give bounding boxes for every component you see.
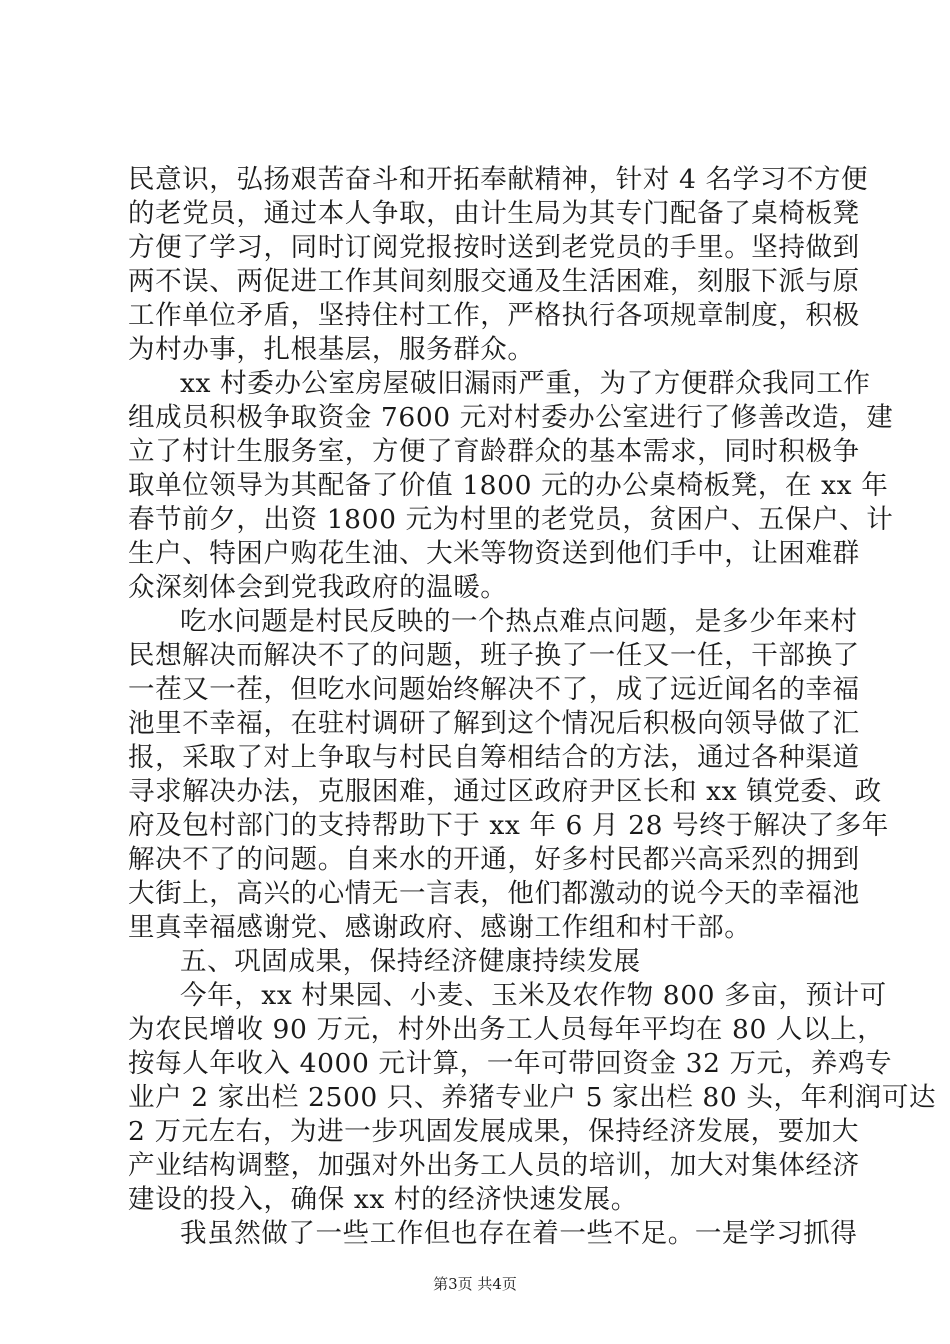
body-line-28: 业户 2 家出栏 2500 只、养猪专业户 5 家出栏 80 头，年利润可达 bbox=[128, 1082, 937, 1113]
body-line-16: 一茬又一茬，但吃水问题始终解决不了，成了远近闻名的幸福 bbox=[128, 674, 860, 705]
body-line-30: 产业结构调整，加强对外出务工人员的培训，加大对集体经济 bbox=[128, 1150, 860, 1181]
body-line-27: 按每人年收入 4000 元计算，一年可带回资金 32 万元，养鸡专 bbox=[128, 1048, 893, 1079]
body-line-10: 取单位领导为其配备了价值 1800 元的办公桌椅板凳，在 xx 年 bbox=[128, 470, 889, 501]
body-line-17: 池里不幸福，在驻村调研了解到这个情况后积极向领导做了汇 bbox=[128, 708, 860, 739]
body-line-8: 组成员积极争取资金 7600 元对村委办公室进行了修善改造，建 bbox=[128, 402, 894, 433]
body-line-3: 方便了学习，同时订阅党报按时送到老党员的手里。坚持做到 bbox=[128, 232, 860, 263]
body-line-22: 大街上，高兴的心情无一言表，他们都激动的说今天的幸福池 bbox=[128, 878, 860, 909]
body-line-5: 工作单位矛盾，坚持住村工作，严格执行各项规章制度，积极 bbox=[128, 300, 860, 331]
body-line-26: 为农民增收 90 万元，村外出务工人员每年平均在 80 人以上， bbox=[128, 1014, 885, 1045]
body-line-31: 建设的投入，确保 xx 村的经济快速发展。 bbox=[128, 1184, 638, 1215]
body-line-13: 众深刻体会到党我政府的温暖。 bbox=[128, 572, 508, 603]
paragraph-first-line: 吃水问题是村民反映的一个热点难点问题，是多少年来村 bbox=[180, 606, 858, 637]
body-line-2: 的老党员，通过本人争取，由计生局为其专门配备了桌椅板凳 bbox=[128, 198, 860, 229]
body-line-12: 生户、特困户购花生油、大米等物资送到他们手中，让困难群 bbox=[128, 538, 860, 569]
body-line-6: 为村办事，扎根基层，服务群众。 bbox=[128, 334, 535, 365]
paragraph-first-line: 我虽然做了一些工作但也存在着一些不足。一是学习抓得 bbox=[180, 1218, 858, 1249]
body-line-9: 立了村计生服务室，方便了育龄群众的基本需求，同时积极争 bbox=[128, 436, 860, 467]
body-line-23: 里真幸福感谢党、感谢政府、感谢工作组和村干部。 bbox=[128, 912, 752, 943]
paragraph-first-line: xx 村委办公室房屋破旧漏雨严重，为了方便群众我同工作 bbox=[180, 368, 871, 399]
body-line-11: 春节前夕，出资 1800 元为村里的老党员，贫困户、五保户、计 bbox=[128, 504, 894, 535]
body-line-18: 报，采取了对上争取与村民自筹相结合的方法，通过各种渠道 bbox=[128, 742, 860, 773]
paragraph-first-line: 今年，xx 村果园、小麦、玉米及农作物 800 多亩，预计可 bbox=[180, 980, 887, 1011]
section-heading: 五、巩固成果，保持经济健康持续发展 bbox=[180, 946, 641, 977]
body-line-20: 府及包村部门的支持帮助下于 xx 年 6 月 28 号终于解决了多年 bbox=[128, 810, 889, 841]
body-line-4: 两不误、两促进工作其间刻服交通及生活困难，刻服下派与原 bbox=[128, 266, 860, 297]
body-line-1: 民意识，弘扬艰苦奋斗和开拓奉献精神，针对 4 名学习不方便 bbox=[128, 164, 869, 195]
body-line-29: 2 万元左右，为进一步巩固发展成果，保持经济发展，要加大 bbox=[128, 1116, 860, 1147]
body-line-15: 民想解决而解决不了的问题，班子换了一任又一任，干部换了 bbox=[128, 640, 860, 671]
page-footer: 第3页 共4页 bbox=[433, 1275, 517, 1293]
body-line-21: 解决不了的问题。自来水的开通，好多村民都兴高采烈的拥到 bbox=[128, 844, 860, 875]
body-line-19: 寻求解决办法，克服困难，通过区政府尹区长和 xx 镇党委、政 bbox=[128, 776, 882, 807]
